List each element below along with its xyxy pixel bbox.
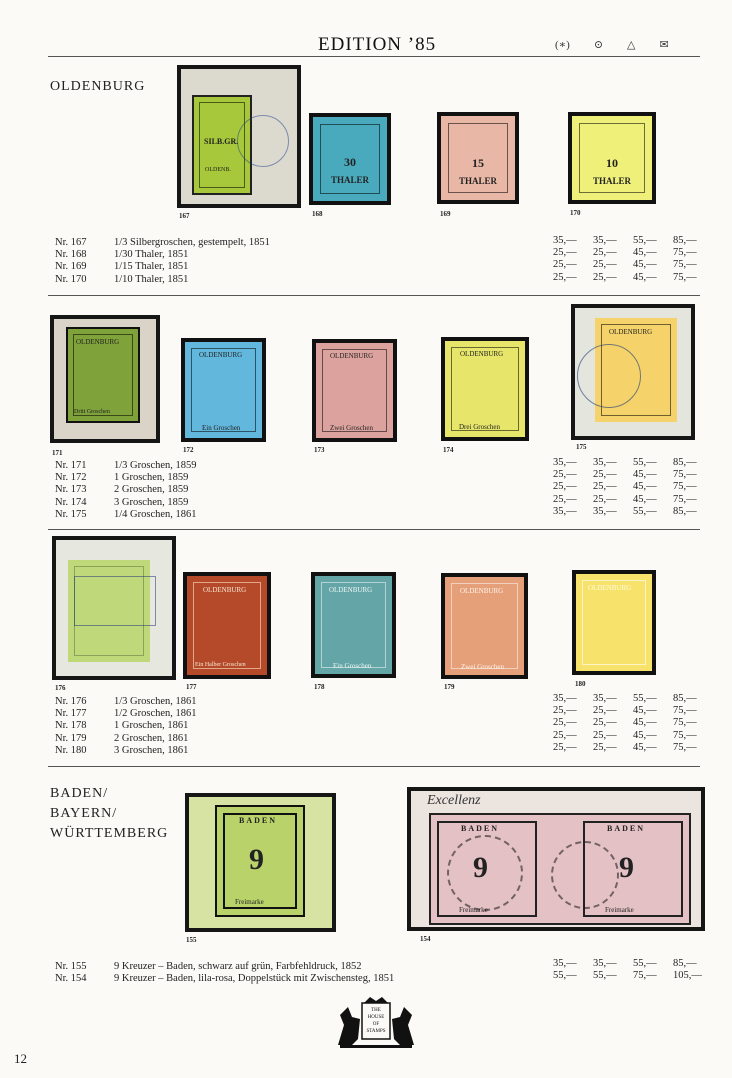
stamp-175: OLDENBURG	[595, 318, 677, 422]
list-item: Nr. 178 1 Groschen, 1861	[55, 720, 189, 732]
cover-icon: ✉	[659, 39, 669, 51]
country-heading: BADEN/ BAYERN/ WÜRTTEMBERG	[50, 786, 169, 841]
price-row: 35,— 35,— 55,— 85,—	[553, 457, 697, 468]
list-item: Nr. 168 1/30 Thaler, 1851	[55, 249, 189, 261]
price-table	[553, 958, 713, 982]
list-item: Nr. 169 1/15 Thaler, 1851	[55, 261, 189, 273]
price-row: 25,— 25,— 45,— 75,—	[553, 729, 697, 741]
page-title: EDITION ’85	[318, 34, 437, 55]
price-row: 25,— 25,— 45,— 75,—	[553, 259, 697, 271]
list-item: Nr. 179 2 Groschen, 1861	[55, 732, 189, 744]
stamp-180: OLDENBURG	[572, 570, 656, 675]
price-row: 25,— 25,— 45,— 75,—	[553, 705, 697, 717]
price-row: 25,— 25,— 45,— 75,—	[553, 481, 697, 493]
list-item: Nr. 170 1/10 Thaler, 1851	[55, 273, 189, 285]
price-row: 55,— 55,— 75,— 105,—	[553, 970, 702, 982]
house-of-stamps-logo: THE HOUSE OF STAMPS	[334, 995, 418, 1049]
item-list	[55, 961, 394, 985]
list-item: Nr. 171 1/3 Groschen, 1859	[55, 460, 197, 471]
list-item: Nr. 180 3 Groschen, 1861	[55, 744, 189, 756]
item-list	[55, 237, 270, 286]
stamp-176-piece	[52, 536, 176, 680]
header-divider	[48, 56, 700, 57]
stamp-172: OLDENBURG Ein Groschen	[181, 338, 266, 442]
stamp-154: BADEN BADEN 9 9 Freimarke Freimarke	[429, 813, 691, 925]
list-item: Nr. 174 3 Groschen, 1859	[55, 496, 189, 508]
unused-no-gum-icon: (∗)	[555, 39, 570, 51]
price-table	[553, 235, 713, 284]
stamp-177: OLDENBURG Ein Halber Groschen	[183, 572, 271, 679]
price-row: 25,— 25,— 45,— 75,—	[553, 717, 697, 729]
stamp-168: 30 THALER	[309, 113, 391, 205]
list-item: Nr. 175 1/4 Groschen, 1861	[55, 508, 197, 520]
price-row: 25,— 25,— 45,— 75,—	[553, 271, 697, 283]
list-item: Nr. 173 2 Groschen, 1859	[55, 484, 189, 496]
list-item: Nr. 167 1/3 Silbergroschen, gestempelt, 1851	[55, 237, 270, 248]
list-item: Nr. 176 1/3 Groschen, 1861	[55, 696, 197, 707]
stamp-171: OLDENBURG Dritt Groschen	[66, 327, 140, 423]
stamp-171-piece	[50, 315, 160, 443]
price-table	[553, 457, 713, 518]
section-divider	[48, 766, 700, 767]
stamp-179: OLDENBURG Zwei Groschen	[441, 573, 528, 679]
page-number: 12	[14, 1051, 27, 1066]
list-item: Nr. 155 9 Kreuzer – Baden, schwarz auf grün, Farbfehldruck, 1852	[55, 961, 362, 972]
list-item: Nr. 172 1 Groschen, 1859	[55, 472, 189, 484]
stamp-169: 15 THALER	[437, 112, 519, 204]
stamp-167-piece	[177, 65, 301, 208]
stamp-167: SILB.GR. OLDENB.	[192, 95, 252, 195]
price-column-icons	[555, 38, 669, 51]
item-list	[55, 696, 197, 757]
price-row: 25,— 25,— 45,— 75,—	[553, 247, 697, 259]
stamp-175-piece	[571, 304, 695, 440]
price-row: 35,— 35,— 55,— 85,—	[553, 693, 697, 704]
price-row: 25,— 25,— 45,— 75,—	[553, 493, 697, 505]
stamp-154-pair: Excellenz BADEN BADEN 9 9 Freimarke Freimarke	[407, 787, 705, 931]
list-item: Nr. 154 9 Kreuzer – Baden, lila-rosa, Doppelstück mit Zwischensteg, 1851	[55, 973, 395, 985]
cancelled-icon: ⊙	[593, 39, 604, 51]
price-row: 25,— 25,— 45,— 75,—	[553, 741, 697, 753]
section-divider	[48, 529, 700, 530]
list-item: Nr. 177 1/2 Groschen, 1861	[55, 708, 197, 720]
item-list	[55, 460, 197, 521]
price-row: 35,— 35,— 55,— 85,—	[553, 958, 697, 969]
stamp-170: 10 THALER	[568, 112, 656, 204]
section-divider	[48, 295, 700, 296]
stamp-178: OLDENBURG Ein Groschen	[311, 572, 396, 678]
price-row: 25,— 25,— 45,— 75,—	[553, 469, 697, 481]
on-piece-icon: △	[627, 39, 636, 51]
price-row: 35,— 35,— 55,— 85,—	[553, 235, 697, 246]
stamp-155-piece	[185, 793, 336, 932]
stamp-173: OLDENBURG Zwei Groschen	[312, 339, 397, 442]
price-row: 35,— 35,— 55,— 85,—	[553, 505, 697, 517]
country-heading: OLDENBURG	[50, 79, 146, 94]
stamp-174: OLDENBURG Drei Groschen	[441, 337, 529, 441]
stamp-155: BADEN 9 Freimarke	[215, 805, 305, 917]
price-table	[553, 693, 713, 754]
